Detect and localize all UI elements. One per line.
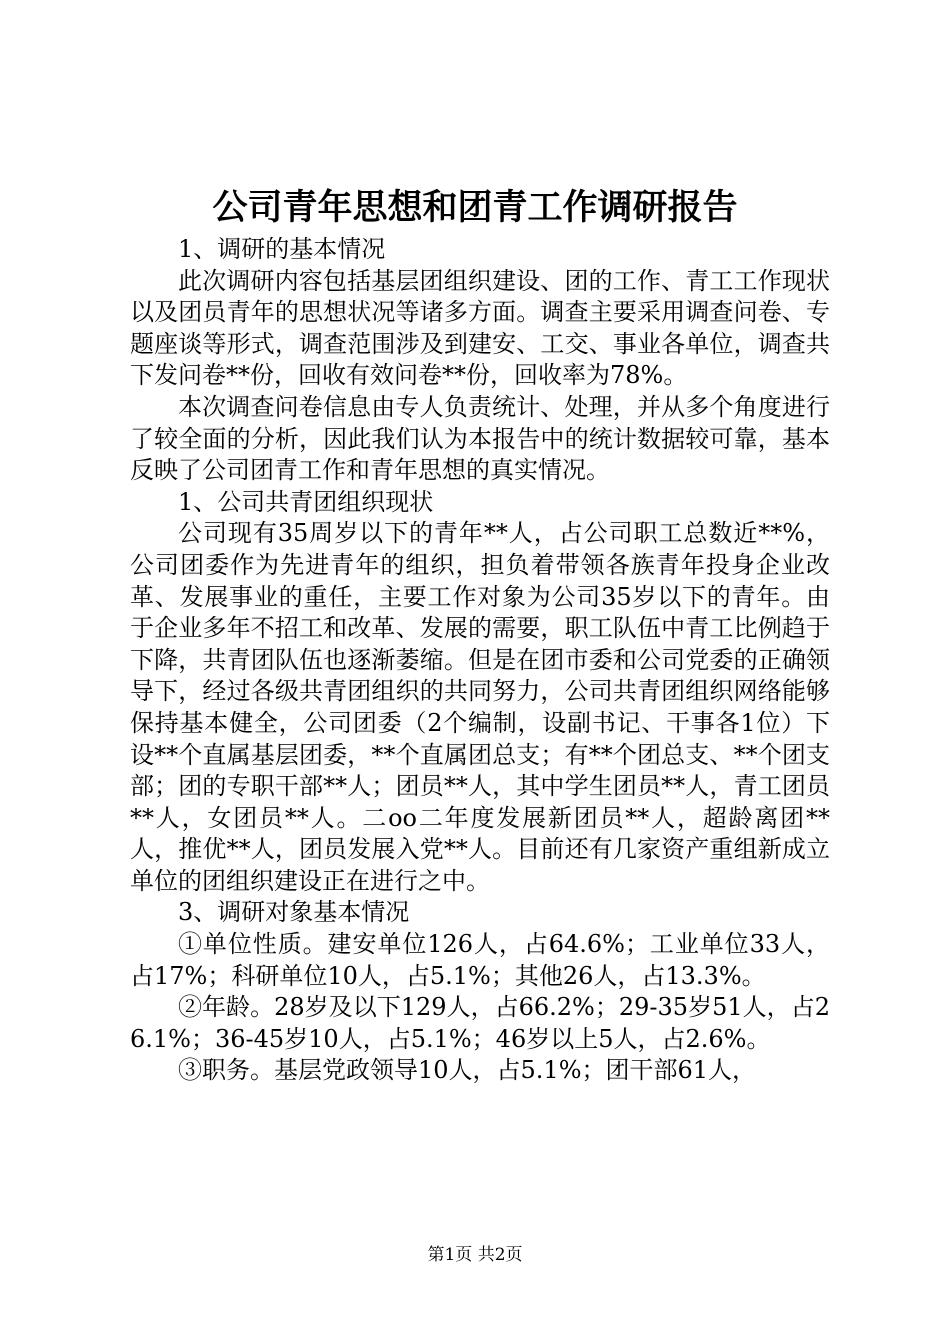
document-title: 公司青年思想和团青工作调研报告 [212, 187, 738, 228]
page-footer: 第1页 共2页 [427, 1245, 523, 1265]
list-item: ①单位性质。建安单位126人，占64.6%；工业单位33人，占17%；科研单位10人，占5.1%；其他26人，占13.3%。 [130, 930, 830, 990]
paragraph: 此次调研内容包括基层团组织建设、团的工作、青工工作现状以及团员青年的思想状况等诸多方面。调查主要采用调查问卷、专题座谈等形式，调查范围涉及到建安、工交、事业各单位，调查共下发问卷**份，回收有效问卷**份，回收率为78%。 [130, 266, 830, 390]
section-heading: 1、公司共青团组织现状 [178, 487, 434, 516]
document-body [130, 234, 830, 1087]
list-item: ②年龄。28岁及以下129人，占66.2%；29-35岁51人，占26.1%；36-45岁10人，占5.1%；46岁以上5人，占2.6%。 [130, 993, 830, 1053]
paragraph: 公司现有35周岁以下的青年**人，占公司职工总数近**%，公司团委作为先进青年的组织，担负着带领各族青年投身企业改革、发展事业的重任，主要工作对象为公司35岁以下的青年。由于企业多年不招工和改革、发展的需要，职工队伍中青工比例趋于下降，共青团队伍也逐渐萎缩。但是在团市委和公司党委的正确领导下，经过各级共青团组织的共同努力，公司共青团组织网络能够保持基本健全，公司团委（2个编制，设副书记、干事各1位）下设**个直属基层团委，**个直属团总支；有**个团总支、**个团支部；团的专职干部**人；团员**人，其中学生团员**人，青工团员**人，女团员**人。二oo二年度发展新团员**人，超龄离团**人，推优**人，团员发展入党**人。目前还有几家资产重组新成立单位的团组织建设正在进行之中。 [130, 519, 830, 895]
paragraph: 本次调查问卷信息由专人负责统计、处理，并从多个角度进行了较全面的分析，因此我们认为本报告中的统计数据较可靠，基本反映了公司团青工作和青年思想的真实情况。 [130, 392, 830, 485]
section-heading: 3、调研对象基本情况 [178, 898, 410, 927]
list-item: ③职务。基层党政领导10人，占5.1%；团干部61人， [178, 1056, 757, 1085]
section-heading: 1、调研的基本情况 [178, 235, 386, 263]
